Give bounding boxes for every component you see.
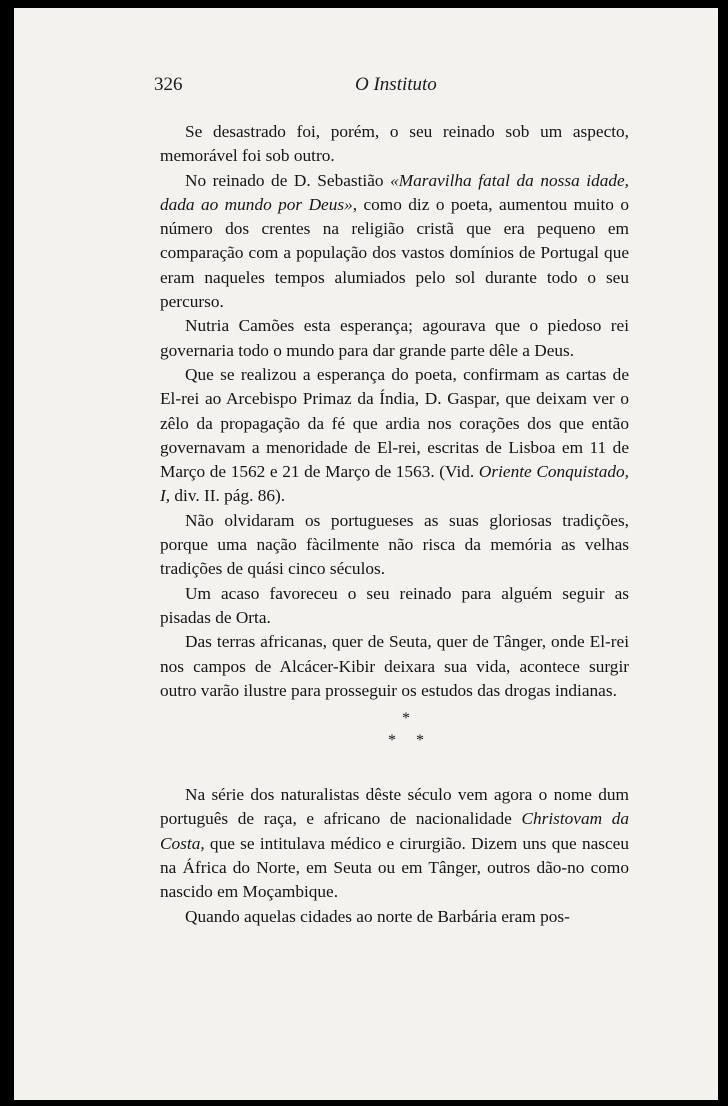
paragraph-2-after: , como diz o poeta, aumentou muito o número dos crentes na religião cristã que era pequeno em comparação com a população dos vastos domínios de Portugal que eram naqueles tempos alumiados pelo sol durante todo o seu percurso. <box>160 194 629 312</box>
paragraph-8-before: Na série dos naturalistas dêste século vem agora o nome dum português de raça, e africano de nacionalidade <box>160 785 629 829</box>
book-page <box>14 8 718 1100</box>
paragraph-9: Quando aquelas cidades ao norte de Barbária eram pos- <box>185 906 570 926</box>
paragraph-5: Não olvidaram os portugueses as suas gloriosas tradições, porque uma nação fàcilmente não risca da memória as velhas tradições de quási cinco séculos. <box>160 510 629 579</box>
section-gap <box>160 767 629 783</box>
running-title: O Instituto <box>355 74 437 95</box>
paragraph-6: Um acaso favoreceu o seu reinado para alguém seguir as pisadas de Orta. <box>160 583 629 627</box>
asterism-divider <box>160 707 629 767</box>
page-header <box>14 74 718 104</box>
citation-title: Oriente Conquistado, I, <box>160 462 629 506</box>
paragraph-4-after: div. II. pág. 86). <box>170 486 286 506</box>
paragraph-3: Nutria Camões esta esperança; agourava que o piedoso rei governaria todo o mundo para dar grande parte dêle a Deus. <box>160 316 629 360</box>
paragraph-8-after: que se intitulava médico e cirurgião. Dizem uns que nasceu na África do Norte, em Seuta ou em Tânger, outros dão-no como nascido em Moçambique. <box>160 833 629 902</box>
asterisk-left: * <box>388 732 396 750</box>
paragraph-4 <box>160 363 629 509</box>
paragraph-7: Das terras africanas, quer de Seuta, quer de Tânger, onde El-rei nos campos de Alcácer-Kibir deixara sua vida, acontece surgir outro varão ilustre para prosseguir os estudos das drogas indianas. <box>160 632 629 700</box>
page-number: 326 <box>154 74 183 95</box>
paragraph-1: Se desastrado foi, porém, o seu reinado sob um aspecto, memorável foi sob outro. <box>160 122 629 166</box>
person-name: Christovam da Costa, <box>160 809 629 853</box>
paragraph-8 <box>160 783 629 904</box>
camoes-quote: «Maravilha fatal da nossa idade, dada ao mundo por Deus» <box>160 170 629 214</box>
paragraph-4-before: Que se realizou a esperança do poeta, confirmam as cartas de El-rei ao Arcebispo Primaz da Índia, D. Gaspar, que deixam ver o zêlo da propagação da fé que ardia nos corações dos que então governavam a menoridade de El-rei, escritas de Lisboa em 11 de Março de 1562 e 21 de Março de 1563. (Vid. <box>160 364 629 482</box>
asterisk-top: * <box>402 710 410 728</box>
body-text <box>160 120 629 929</box>
paragraph-2 <box>160 169 629 315</box>
paragraph-2-before: No reinado de D. Sebastião <box>185 170 391 190</box>
asterisk-right: * <box>416 732 424 750</box>
